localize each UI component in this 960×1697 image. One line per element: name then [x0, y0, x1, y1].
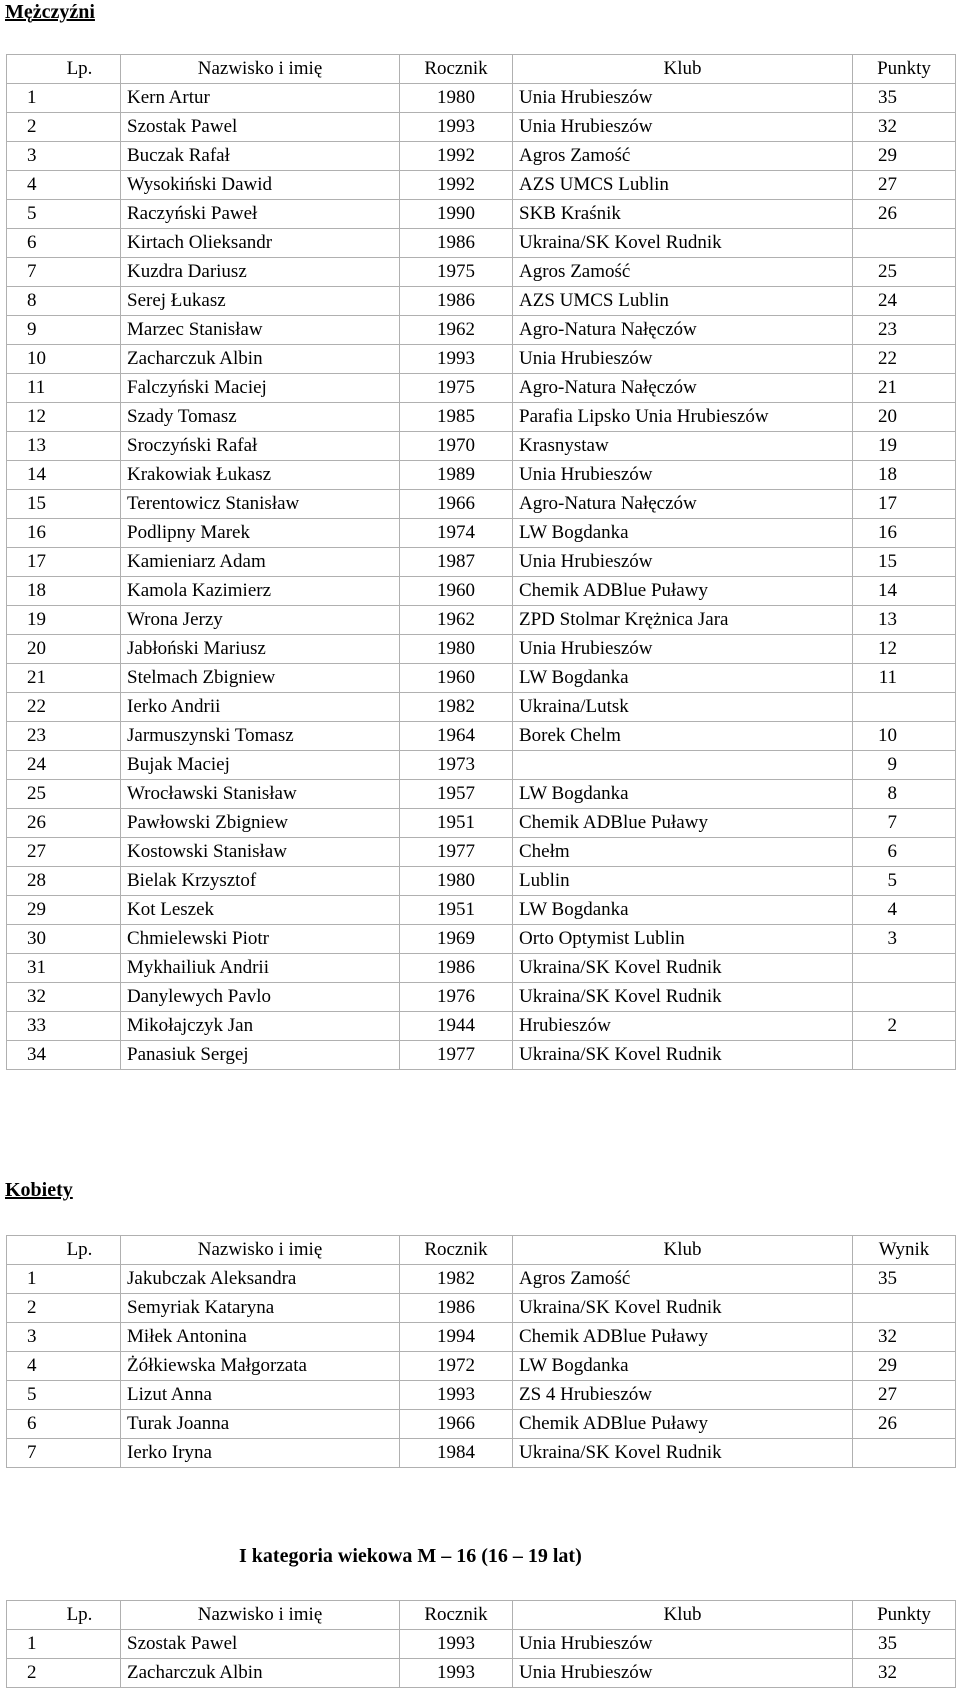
club-cell: Unia Hrubieszów — [513, 113, 853, 142]
table-row — [7, 664, 956, 693]
year-cell: 1962 — [400, 316, 513, 345]
lp-cell: 4 — [7, 1352, 121, 1381]
year-cell: 1975 — [400, 258, 513, 287]
table-row — [7, 722, 956, 751]
year-cell: 1993 — [400, 113, 513, 142]
name-cell: Falczyński Maciej — [121, 374, 400, 403]
table-row — [7, 113, 956, 142]
table-row — [7, 1410, 956, 1439]
name-cell: Mikołajczyk Jan — [121, 1012, 400, 1041]
name-cell: Semyriak Kataryna — [121, 1294, 400, 1323]
year-cell: 1975 — [400, 374, 513, 403]
year-cell: 1969 — [400, 925, 513, 954]
table-row — [7, 490, 956, 519]
table-row — [7, 1352, 956, 1381]
year-cell: 1994 — [400, 1323, 513, 1352]
points-cell — [853, 693, 956, 722]
lp-cell: 31 — [7, 954, 121, 983]
year-cell: 1982 — [400, 693, 513, 722]
lp-cell: 25 — [7, 780, 121, 809]
column-header-name: Nazwisko i imię — [121, 1236, 400, 1265]
club-cell — [513, 751, 853, 780]
table-row — [7, 1012, 956, 1041]
points-cell: 27 — [853, 1381, 956, 1410]
men-results-table — [6, 54, 956, 1070]
table-row — [7, 461, 956, 490]
name-cell: Podlipny Marek — [121, 519, 400, 548]
table-row — [7, 345, 956, 374]
points-cell: 26 — [853, 200, 956, 229]
year-cell: 1985 — [400, 403, 513, 432]
women-section-title: Kobiety — [5, 1179, 73, 1201]
year-cell: 1951 — [400, 809, 513, 838]
table-row — [7, 1265, 956, 1294]
club-cell: ZS 4 Hrubieszów — [513, 1381, 853, 1410]
column-header-club: Klub — [513, 1601, 853, 1630]
table-row — [7, 1659, 956, 1688]
column-header-name: Nazwisko i imię — [121, 55, 400, 84]
club-cell: Ukraina/SK Kovel Rudnik — [513, 1439, 853, 1468]
lp-cell: 7 — [7, 1439, 121, 1468]
club-cell: Ukraina/Lutsk — [513, 693, 853, 722]
club-cell: LW Bogdanka — [513, 896, 853, 925]
points-cell: 22 — [853, 345, 956, 374]
points-cell: 4 — [853, 896, 956, 925]
name-cell: Kot Leszek — [121, 896, 400, 925]
points-cell — [853, 229, 956, 258]
points-cell: 23 — [853, 316, 956, 345]
lp-cell: 33 — [7, 1012, 121, 1041]
table-header-row — [7, 1601, 956, 1630]
year-cell: 1989 — [400, 461, 513, 490]
club-cell: SKB Kraśnik — [513, 200, 853, 229]
lp-cell: 1 — [7, 84, 121, 113]
year-cell: 1980 — [400, 635, 513, 664]
table-row — [7, 171, 956, 200]
lp-cell: 6 — [7, 229, 121, 258]
club-cell: Chemik ADBlue Puławy — [513, 1323, 853, 1352]
points-cell: 32 — [853, 1659, 956, 1688]
name-cell: Szostak Pawel — [121, 113, 400, 142]
club-cell: Unia Hrubieszów — [513, 548, 853, 577]
club-cell: Unia Hrubieszów — [513, 345, 853, 374]
name-cell: Bielak Krzysztof — [121, 867, 400, 896]
age-category-results-table — [6, 1600, 956, 1688]
club-cell: Agros Zamość — [513, 142, 853, 171]
year-cell: 1962 — [400, 606, 513, 635]
lp-cell: 8 — [7, 287, 121, 316]
lp-cell: 4 — [7, 171, 121, 200]
name-cell: Lizut Anna — [121, 1381, 400, 1410]
year-cell: 1973 — [400, 751, 513, 780]
year-cell: 1987 — [400, 548, 513, 577]
points-cell: 35 — [853, 1630, 956, 1659]
points-cell — [853, 1439, 956, 1468]
points-cell: 32 — [853, 113, 956, 142]
points-cell: 18 — [853, 461, 956, 490]
table-row — [7, 809, 956, 838]
points-cell: 15 — [853, 548, 956, 577]
lp-cell: 30 — [7, 925, 121, 954]
table-row — [7, 200, 956, 229]
year-cell: 1951 — [400, 896, 513, 925]
year-cell: 1993 — [400, 1381, 513, 1410]
lp-cell: 34 — [7, 1041, 121, 1070]
name-cell: Szady Tomasz — [121, 403, 400, 432]
year-cell: 1984 — [400, 1439, 513, 1468]
table-row — [7, 1294, 956, 1323]
table-row — [7, 1041, 956, 1070]
column-header-points: Wynik — [853, 1236, 956, 1265]
year-cell: 1993 — [400, 1630, 513, 1659]
lp-cell: 2 — [7, 113, 121, 142]
column-header-club: Klub — [513, 1236, 853, 1265]
points-cell: 13 — [853, 606, 956, 635]
lp-cell: 6 — [7, 1410, 121, 1439]
year-cell: 1980 — [400, 867, 513, 896]
column-header-year: Rocznik — [400, 55, 513, 84]
year-cell: 1957 — [400, 780, 513, 809]
table-row — [7, 84, 956, 113]
name-cell: Serej Łukasz — [121, 287, 400, 316]
club-cell: Unia Hrubieszów — [513, 635, 853, 664]
club-cell: Chemik ADBlue Puławy — [513, 577, 853, 606]
year-cell: 1944 — [400, 1012, 513, 1041]
club-cell: Unia Hrubieszów — [513, 84, 853, 113]
year-cell: 1966 — [400, 490, 513, 519]
lp-cell: 16 — [7, 519, 121, 548]
lp-cell: 20 — [7, 635, 121, 664]
year-cell: 1960 — [400, 664, 513, 693]
table-row — [7, 548, 956, 577]
club-cell: Orto Optymist Lublin — [513, 925, 853, 954]
column-header-club: Klub — [513, 55, 853, 84]
name-cell: Sroczyński Rafał — [121, 432, 400, 461]
year-cell: 1992 — [400, 142, 513, 171]
name-cell: Marzec Stanisław — [121, 316, 400, 345]
club-cell: LW Bogdanka — [513, 519, 853, 548]
club-cell: ZPD Stolmar Krężnica Jara — [513, 606, 853, 635]
name-cell: Panasiuk Sergej — [121, 1041, 400, 1070]
name-cell: Jabłoński Mariusz — [121, 635, 400, 664]
name-cell: Kuzdra Dariusz — [121, 258, 400, 287]
lp-cell: 29 — [7, 896, 121, 925]
club-cell: Krasnystaw — [513, 432, 853, 461]
name-cell: Kamola Kazimierz — [121, 577, 400, 606]
name-cell: Jakubczak Aleksandra — [121, 1265, 400, 1294]
table-row — [7, 432, 956, 461]
lp-cell: 22 — [7, 693, 121, 722]
year-cell: 1992 — [400, 171, 513, 200]
club-cell: Ukraina/SK Kovel Rudnik — [513, 1294, 853, 1323]
club-cell: Lublin — [513, 867, 853, 896]
table-row — [7, 577, 956, 606]
year-cell: 1986 — [400, 287, 513, 316]
name-cell: Wrona Jerzy — [121, 606, 400, 635]
lp-cell: 14 — [7, 461, 121, 490]
name-cell: Kirtach Olieksandr — [121, 229, 400, 258]
club-cell: LW Bogdanka — [513, 1352, 853, 1381]
year-cell: 1980 — [400, 84, 513, 113]
year-cell: 1990 — [400, 200, 513, 229]
lp-cell: 23 — [7, 722, 121, 751]
club-cell: Hrubieszów — [513, 1012, 853, 1041]
women-results-table — [6, 1235, 956, 1468]
name-cell: Mykhailiuk Andrii — [121, 954, 400, 983]
name-cell: Ierko Iryna — [121, 1439, 400, 1468]
points-cell: 12 — [853, 635, 956, 664]
name-cell: Zacharczuk Albin — [121, 1659, 400, 1688]
points-cell: 14 — [853, 577, 956, 606]
column-header-lp: Lp. — [7, 1236, 121, 1265]
year-cell: 1986 — [400, 229, 513, 258]
points-cell: 8 — [853, 780, 956, 809]
lp-cell: 3 — [7, 1323, 121, 1352]
name-cell: Żółkiewska Małgorzata — [121, 1352, 400, 1381]
points-cell — [853, 954, 956, 983]
points-cell: 2 — [853, 1012, 956, 1041]
points-cell: 16 — [853, 519, 956, 548]
year-cell: 1976 — [400, 983, 513, 1012]
table-row — [7, 1381, 956, 1410]
lp-cell: 24 — [7, 751, 121, 780]
points-cell: 29 — [853, 142, 956, 171]
table-row — [7, 983, 956, 1012]
table-row — [7, 316, 956, 345]
points-cell: 11 — [853, 664, 956, 693]
table-row — [7, 1323, 956, 1352]
points-cell — [853, 1294, 956, 1323]
name-cell: Terentowicz Stanisław — [121, 490, 400, 519]
lp-cell: 26 — [7, 809, 121, 838]
club-cell: Ukraina/SK Kovel Rudnik — [513, 983, 853, 1012]
column-header-year: Rocznik — [400, 1236, 513, 1265]
club-cell: Agro-Natura Nałęczów — [513, 490, 853, 519]
column-header-lp: Lp. — [7, 1601, 121, 1630]
club-cell: Borek Chelm — [513, 722, 853, 751]
name-cell: Kern Artur — [121, 84, 400, 113]
points-cell: 10 — [853, 722, 956, 751]
year-cell: 1986 — [400, 1294, 513, 1323]
name-cell: Wysokiński Dawid — [121, 171, 400, 200]
table-row — [7, 867, 956, 896]
year-cell: 1977 — [400, 1041, 513, 1070]
points-cell: 7 — [853, 809, 956, 838]
points-cell — [853, 1041, 956, 1070]
year-cell: 1970 — [400, 432, 513, 461]
lp-cell: 2 — [7, 1294, 121, 1323]
name-cell: Raczyński Paweł — [121, 200, 400, 229]
lp-cell: 18 — [7, 577, 121, 606]
club-cell: Unia Hrubieszów — [513, 1630, 853, 1659]
lp-cell: 19 — [7, 606, 121, 635]
lp-cell: 1 — [7, 1630, 121, 1659]
club-cell: Chełm — [513, 838, 853, 867]
club-cell: Agros Zamość — [513, 1265, 853, 1294]
club-cell: Unia Hrubieszów — [513, 461, 853, 490]
year-cell: 1974 — [400, 519, 513, 548]
points-cell: 9 — [853, 751, 956, 780]
lp-cell: 3 — [7, 142, 121, 171]
year-cell: 1972 — [400, 1352, 513, 1381]
table-row — [7, 142, 956, 171]
club-cell: LW Bogdanka — [513, 780, 853, 809]
table-row — [7, 751, 956, 780]
club-cell: Chemik ADBlue Puławy — [513, 1410, 853, 1439]
points-cell: 17 — [853, 490, 956, 519]
table-row — [7, 896, 956, 925]
table-row — [7, 954, 956, 983]
lp-cell: 28 — [7, 867, 121, 896]
points-cell: 5 — [853, 867, 956, 896]
points-cell — [853, 983, 956, 1012]
lp-cell: 10 — [7, 345, 121, 374]
lp-cell: 2 — [7, 1659, 121, 1688]
table-row — [7, 403, 956, 432]
table-row — [7, 635, 956, 664]
club-cell: Agros Zamość — [513, 258, 853, 287]
lp-cell: 32 — [7, 983, 121, 1012]
club-cell: AZS UMCS Lublin — [513, 287, 853, 316]
year-cell: 1966 — [400, 1410, 513, 1439]
points-cell: 27 — [853, 171, 956, 200]
club-cell: Agro-Natura Nałęczów — [513, 374, 853, 403]
age-category-title: I kategoria wiekowa M – 16 (16 – 19 lat) — [239, 1545, 582, 1567]
name-cell: Chmielewski Piotr — [121, 925, 400, 954]
name-cell: Turak Joanna — [121, 1410, 400, 1439]
name-cell: Krakowiak Łukasz — [121, 461, 400, 490]
name-cell: Ierko Andrii — [121, 693, 400, 722]
table-row — [7, 287, 956, 316]
lp-cell: 5 — [7, 200, 121, 229]
men-section-title: Mężczyźni — [5, 1, 95, 23]
table-row — [7, 374, 956, 403]
club-cell: Parafia Lipsko Unia Hrubieszów — [513, 403, 853, 432]
lp-cell: 12 — [7, 403, 121, 432]
points-cell: 29 — [853, 1352, 956, 1381]
lp-cell: 21 — [7, 664, 121, 693]
points-cell: 26 — [853, 1410, 956, 1439]
lp-cell: 5 — [7, 1381, 121, 1410]
name-cell: Buczak Rafał — [121, 142, 400, 171]
table-row — [7, 258, 956, 287]
club-cell: AZS UMCS Lublin — [513, 171, 853, 200]
table-row — [7, 519, 956, 548]
table-header-row — [7, 55, 956, 84]
name-cell: Kostowski Stanisław — [121, 838, 400, 867]
points-cell: 3 — [853, 925, 956, 954]
club-cell: Ukraina/SK Kovel Rudnik — [513, 1041, 853, 1070]
lp-cell: 17 — [7, 548, 121, 577]
year-cell: 1986 — [400, 954, 513, 983]
name-cell: Kamieniarz Adam — [121, 548, 400, 577]
points-cell: 35 — [853, 84, 956, 113]
column-header-year: Rocznik — [400, 1601, 513, 1630]
club-cell: Ukraina/SK Kovel Rudnik — [513, 954, 853, 983]
points-cell: 25 — [853, 258, 956, 287]
name-cell: Danylewych Pavlo — [121, 983, 400, 1012]
points-cell: 35 — [853, 1265, 956, 1294]
lp-cell: 11 — [7, 374, 121, 403]
year-cell: 1993 — [400, 1659, 513, 1688]
table-header-row — [7, 1236, 956, 1265]
name-cell: Wrocławski Stanisław — [121, 780, 400, 809]
table-row — [7, 693, 956, 722]
table-row — [7, 780, 956, 809]
column-header-points: Punkty — [853, 55, 956, 84]
column-header-name: Nazwisko i imię — [121, 1601, 400, 1630]
table-row — [7, 229, 956, 258]
points-cell: 6 — [853, 838, 956, 867]
points-cell: 19 — [853, 432, 956, 461]
name-cell: Miłek Antonina — [121, 1323, 400, 1352]
lp-cell: 9 — [7, 316, 121, 345]
lp-cell: 13 — [7, 432, 121, 461]
lp-cell: 7 — [7, 258, 121, 287]
column-header-points: Punkty — [853, 1601, 956, 1630]
column-header-lp: Lp. — [7, 55, 121, 84]
points-cell: 24 — [853, 287, 956, 316]
name-cell: Jarmuszynski Tomasz — [121, 722, 400, 751]
table-row — [7, 838, 956, 867]
name-cell: Pawłowski Zbigniew — [121, 809, 400, 838]
table-row — [7, 606, 956, 635]
club-cell: Chemik ADBlue Puławy — [513, 809, 853, 838]
lp-cell: 15 — [7, 490, 121, 519]
year-cell: 1960 — [400, 577, 513, 606]
points-cell: 20 — [853, 403, 956, 432]
points-cell: 21 — [853, 374, 956, 403]
points-cell: 32 — [853, 1323, 956, 1352]
club-cell: Unia Hrubieszów — [513, 1659, 853, 1688]
table-row — [7, 925, 956, 954]
table-row — [7, 1439, 956, 1468]
name-cell: Szostak Pawel — [121, 1630, 400, 1659]
name-cell: Stelmach Zbigniew — [121, 664, 400, 693]
club-cell: Ukraina/SK Kovel Rudnik — [513, 229, 853, 258]
name-cell: Zacharczuk Albin — [121, 345, 400, 374]
lp-cell: 1 — [7, 1265, 121, 1294]
year-cell: 1977 — [400, 838, 513, 867]
club-cell: Agro-Natura Nałęczów — [513, 316, 853, 345]
year-cell: 1982 — [400, 1265, 513, 1294]
lp-cell: 27 — [7, 838, 121, 867]
table-row — [7, 1630, 956, 1659]
name-cell: Bujak Maciej — [121, 751, 400, 780]
year-cell: 1964 — [400, 722, 513, 751]
year-cell: 1993 — [400, 345, 513, 374]
club-cell: LW Bogdanka — [513, 664, 853, 693]
